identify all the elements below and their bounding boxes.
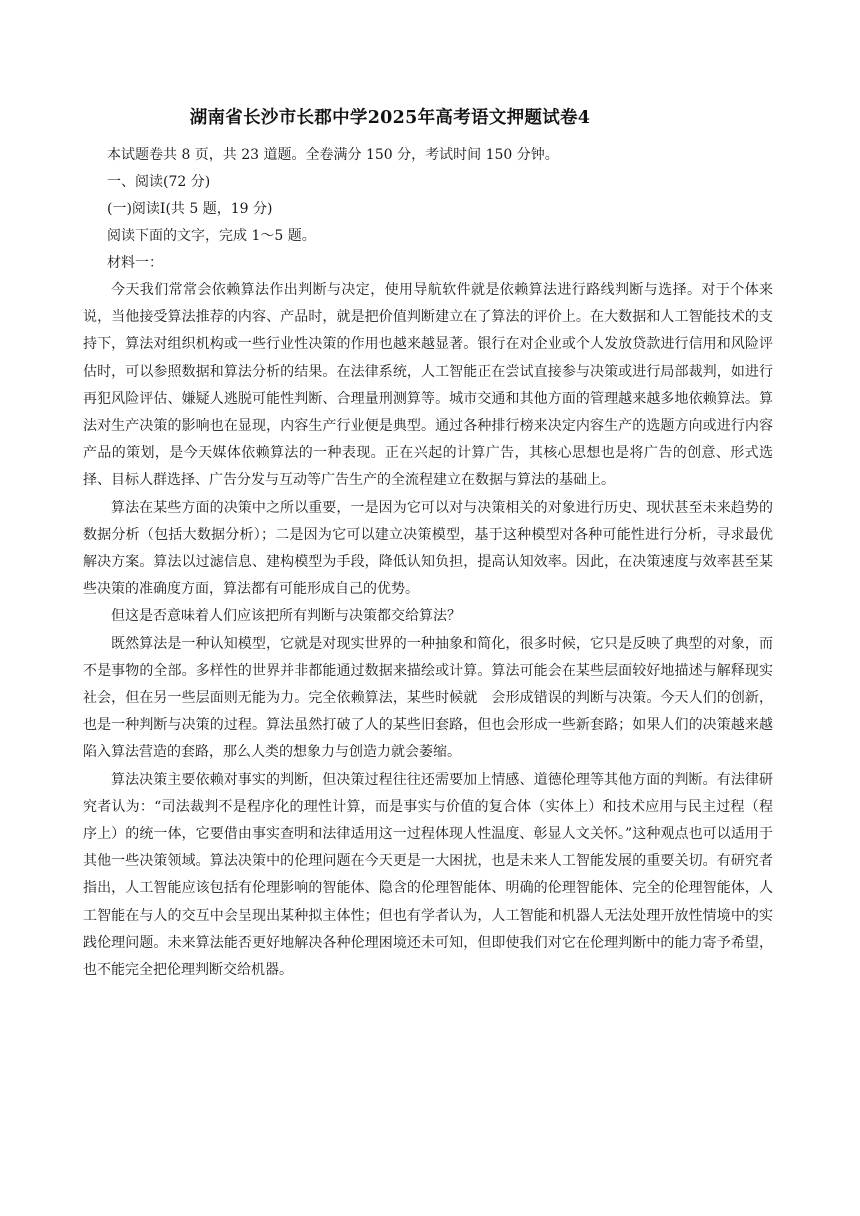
- document-body: [107, 142, 773, 277]
- paragraph: 既然算法是一种认知模型，它就是对现实世界的一种抽象和简化，很多时候，它只是反映了典型的对象，而不是事物的全部。多样性的世界并非都能通过数据来描绘或计算。算法可能会在某些层面较好地描述与解释现实社会，但在另一些层面则无能为力。完全依赖算法，某些时候就 会形成错误的判断与决策。今天人们的创新，也是一种判断与决策的过程。算法虽然打破了人的某些旧套路，但也会形成一些新套路；如果人们的决策越来越陷入算法营造的套路，那么人类的想象力与创造力就会萎缩。: [83, 635, 773, 761]
- material-one: [83, 277, 773, 984]
- material-label: 材料一：: [107, 255, 163, 271]
- paragraph: 但这是否意味着人们应该把所有判断与决策都交给算法？: [111, 608, 461, 625]
- exam-instructions: 本试题卷共 8 页，共 23 道题。全卷满分 150 分，考试时间 150 分钟。: [107, 147, 559, 163]
- paragraph: 算法在某些方面的决策中之所以重要，一是因为它可以对与决策相关的对象进行历史、现状甚至未来趋势的数据分析（包括大数据分析）；二是因为它可以建立决策模型，基于这种模型对各种可能性进行分析，寻求最优解决方案。算法以过滤信息、建构模型为手段，降低认知负担，提高认知效率。因此，在决策速度与效率甚至某些决策的准确度方面，算法都有可能形成自己的优势。: [83, 499, 773, 598]
- paragraph: 算法决策主要依赖对事实的判断，但决策过程往往还需要加上情感、道德伦理等其他方面的判断。有法律研究者认为：“司法裁判不是程序化的理性计算，而是事实与价值的复合体（实体上）和技术应用与民主过程（程序上）的统一体，它要借由事实查明和法律适用这一过程体现人性温度、彰显人文关怀。”这种观点也可以适用于其他一些决策领域。算法决策中的伦理问题在今天更是一大困扰，也是未来人工智能发展的重要关切。有研究者指出，人工智能应该包括有伦理影响的智能体、隐含的伦理智能体、明确的伦理智能体、完全的伦理智能体，人工智能在与人的交互中会呈现出某种拟主体性；但也有学者认为，人工智能和机器人无法处理开放性情境中的实践伦理问题。未来算法能否更好地解决各种伦理困境还未可知，但即使我们对它在伦理判断中的能力寄予希望，也不能完全把伦理判断交给机器。: [83, 771, 773, 979]
- section-heading: 一、阅读(72 分): [107, 174, 211, 190]
- task-prompt: 阅读下面的文字，完成 1～5 题。: [107, 228, 316, 244]
- paragraph: 今天我们常常会依赖算法作出判断与决定，使用导航软件就是依赖算法进行路线判断与选择。对于个体来说，当他接受算法推荐的内容、产品时，就是把价值判断建立在了算法的评价上。在大数据和人工智能技术的支持下，算法对组织机构或一些行业性决策的作用也越来越显著。银行在对企业或个人发放贷款进行信用和风险评估时，可以参照数据和算法分析的结果。在法律系统，人工智能正在尝试直接参与决策或进行局部裁判，如进行再犯风险评估、嫌疑人逃脱可能性判断、合理量刑测算等。城市交通和其他方面的管理越来越多地依赖算法。算法对生产决策的影响也在显现，内容生产行业便是典型。通过各种排行榜来决定内容生产的选题方向或进行内容产品的策划，是今天媒体依赖算法的一种表现。正在兴起的计算广告，其核心思想也是将广告的创意、形式选择、目标人群选择、广告分发与互动等广告生产的全流程建立在数据与算法的基础上。: [83, 282, 773, 489]
- subsection-heading: (一)阅读Ⅰ(共 5 题，19 分): [107, 201, 273, 217]
- page-title: 湖南省长沙市长郡中学2025年高考语文押题试卷4: [189, 108, 591, 128]
